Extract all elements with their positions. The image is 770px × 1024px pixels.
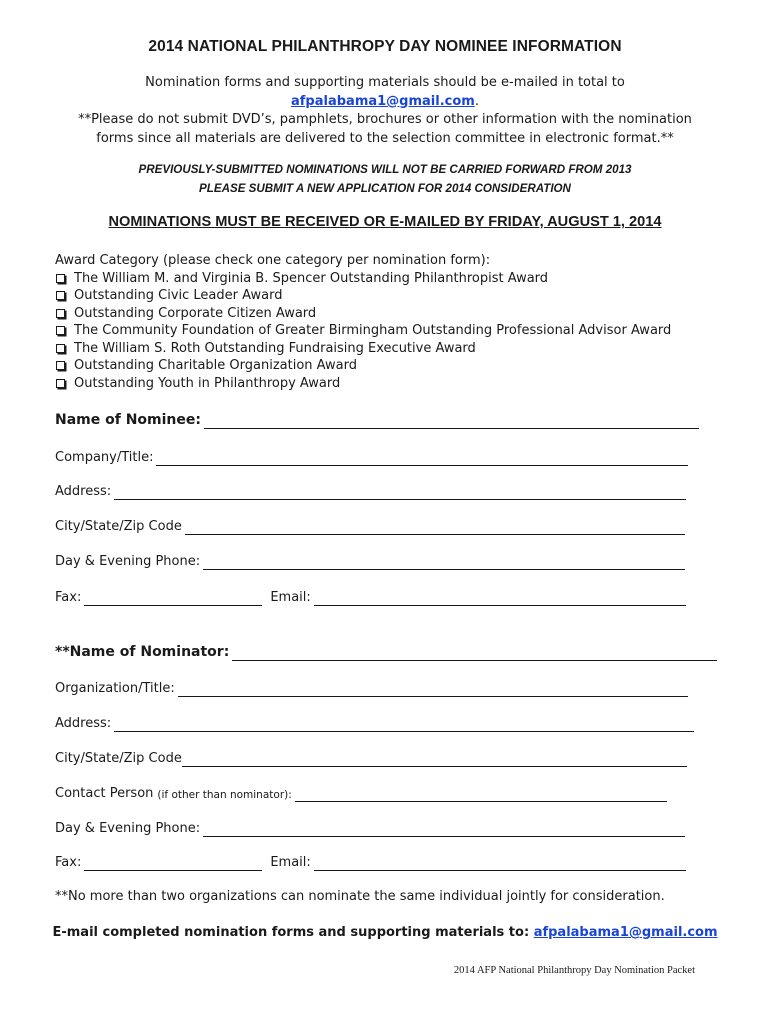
nominator-city-input-line[interactable]: [182, 752, 687, 767]
nominator-address-input-line[interactable]: [114, 717, 694, 732]
nominee-name-input-line[interactable]: [204, 414, 699, 429]
category-option[interactable]: [55, 287, 671, 305]
nominator-fax-email-field: [55, 855, 686, 871]
warning-line-2: PLEASE SUBMIT A NEW APPLICATION FOR 2014 CONSIDERATION: [199, 182, 571, 195]
nominee-name-label: Name of Nominee: [55, 412, 196, 428]
nominator-name-field: [55, 644, 717, 661]
award-categories: [55, 252, 671, 392]
nominator-email-input-line[interactable]: [314, 856, 686, 871]
joint-nomination-note: **No more than two organizations can nominate the same individual jointly for consideration.: [55, 889, 665, 904]
nominator-phone-label: Day & Evening Phone:: [55, 821, 201, 836]
nominee-city-field: [55, 519, 685, 535]
category-option[interactable]: [55, 375, 671, 393]
nominee-fax-label: Fax:: [55, 590, 82, 605]
intro-block: [40, 74, 730, 148]
nominator-fax-label: Fax:: [55, 855, 82, 870]
submission-footer: [0, 925, 770, 940]
intro-line-4: forms since all materials are delivered to the selection committee in electronic format.**: [96, 130, 674, 146]
category-option[interactable]: [55, 340, 671, 358]
category-option[interactable]: [55, 357, 671, 375]
warning-block: [0, 160, 770, 198]
category-label: Outstanding Youth in Philanthropy Award: [74, 375, 341, 391]
nominator-name-input-line[interactable]: [232, 646, 717, 661]
checkbox-icon[interactable]: [56, 344, 65, 353]
categories-heading: Award Category (please check one category per nomination form):: [55, 253, 491, 268]
nominator-contact-label: Contact Person: [55, 786, 154, 801]
nominee-company-field: [55, 450, 688, 466]
category-option[interactable]: [55, 305, 671, 323]
nominator-address-field: [55, 716, 694, 732]
nominator-fax-input-line[interactable]: [84, 856, 262, 871]
nominee-phone-label: Day & Evening Phone:: [55, 554, 201, 569]
warning-line-1: PREVIOUSLY-SUBMITTED NOMINATIONS WILL NOT BE CARRIED FORWARD FROM 2013: [138, 163, 632, 176]
page-title: 2014 NATIONAL PHILANTHROPY DAY NOMINEE INFORMATION: [148, 38, 622, 55]
page-footer: 2014 AFP National Philanthropy Day Nomination Packet: [453, 965, 695, 976]
footer-text: E-mail completed nomination forms and supporting materials to:: [52, 925, 530, 940]
nominee-phone-field: [55, 554, 685, 570]
nominee-name-colon: :: [195, 412, 201, 428]
nominee-address-field: [55, 484, 686, 500]
nominee-company-input-line[interactable]: [156, 451, 688, 466]
category-label: The William M. and Virginia B. Spencer Outstanding Philanthropist Award: [74, 270, 549, 286]
nominator-org-input-line[interactable]: [178, 682, 688, 697]
nominator-address-label: Address:: [55, 716, 112, 731]
nominator-city-label: City/State/Zip Code: [55, 751, 182, 766]
category-label: The William S. Roth Outstanding Fundraising Executive Award: [74, 340, 476, 356]
nominee-email-input-line[interactable]: [314, 591, 686, 606]
deadline-heading: NOMINATIONS MUST BE RECEIVED OR E-MAILED BY FRIDAY, AUGUST 1, 2014: [108, 214, 662, 230]
category-label: Outstanding Corporate Citizen Award: [74, 305, 317, 321]
nominee-city-input-line[interactable]: [185, 520, 685, 535]
nominator-phone-input-line[interactable]: [203, 822, 685, 837]
intro-line-3: **Please do not submit DVD’s, pamphlets, brochures or other information with the nomination: [78, 112, 692, 127]
checkbox-icon[interactable]: [56, 291, 65, 300]
nominator-name-label: **Name of Nominator: [55, 644, 224, 660]
category-label: Outstanding Charitable Organization Award: [74, 358, 358, 373]
nominee-name-field: [55, 412, 699, 429]
intro-email-suffix: .: [474, 93, 479, 109]
nominee-company-label: Company/Title:: [55, 450, 154, 465]
checkbox-icon[interactable]: [56, 326, 65, 335]
intro-email-line: [40, 93, 730, 112]
nominee-city-label: City/State/Zip Code: [55, 519, 182, 534]
checkbox-icon[interactable]: [56, 274, 65, 283]
nominator-email-label: Email:: [270, 855, 311, 870]
nominee-fax-email-field: [55, 590, 686, 606]
checkbox-icon[interactable]: [56, 379, 65, 388]
nominator-contact-field: [55, 786, 667, 802]
checkbox-icon[interactable]: [56, 309, 65, 318]
category-option[interactable]: [55, 270, 671, 288]
checkbox-icon[interactable]: [56, 361, 65, 370]
nominee-email-label: Email:: [270, 590, 311, 605]
footer-email-link[interactable]: afpalabama1@gmail.com: [533, 925, 718, 940]
nominee-phone-input-line[interactable]: [203, 555, 685, 570]
nominator-name-colon: :: [223, 644, 230, 660]
intro-email-link[interactable]: afpalabama1@gmail.com: [291, 93, 475, 109]
nominator-city-field: [55, 751, 687, 767]
nominator-org-label: Organization/Title:: [55, 681, 175, 696]
nominator-phone-field: [55, 821, 685, 837]
nominator-org-field: [55, 681, 688, 697]
nominee-address-label: Address:: [55, 484, 112, 499]
nominator-contact-input-line[interactable]: [295, 787, 667, 802]
nominee-fax-input-line[interactable]: [84, 591, 262, 606]
category-label: The Community Foundation of Greater Birmingham Outstanding Professional Advisor Award: [74, 323, 672, 338]
category-label: Outstanding Civic Leader Award: [74, 288, 283, 303]
nominator-contact-note: (if other than nominator):: [157, 789, 292, 801]
intro-line-1: Nomination forms and supporting materials should be e-mailed in total to: [145, 75, 625, 90]
nominee-address-input-line[interactable]: [114, 485, 686, 500]
category-option[interactable]: [55, 322, 671, 340]
